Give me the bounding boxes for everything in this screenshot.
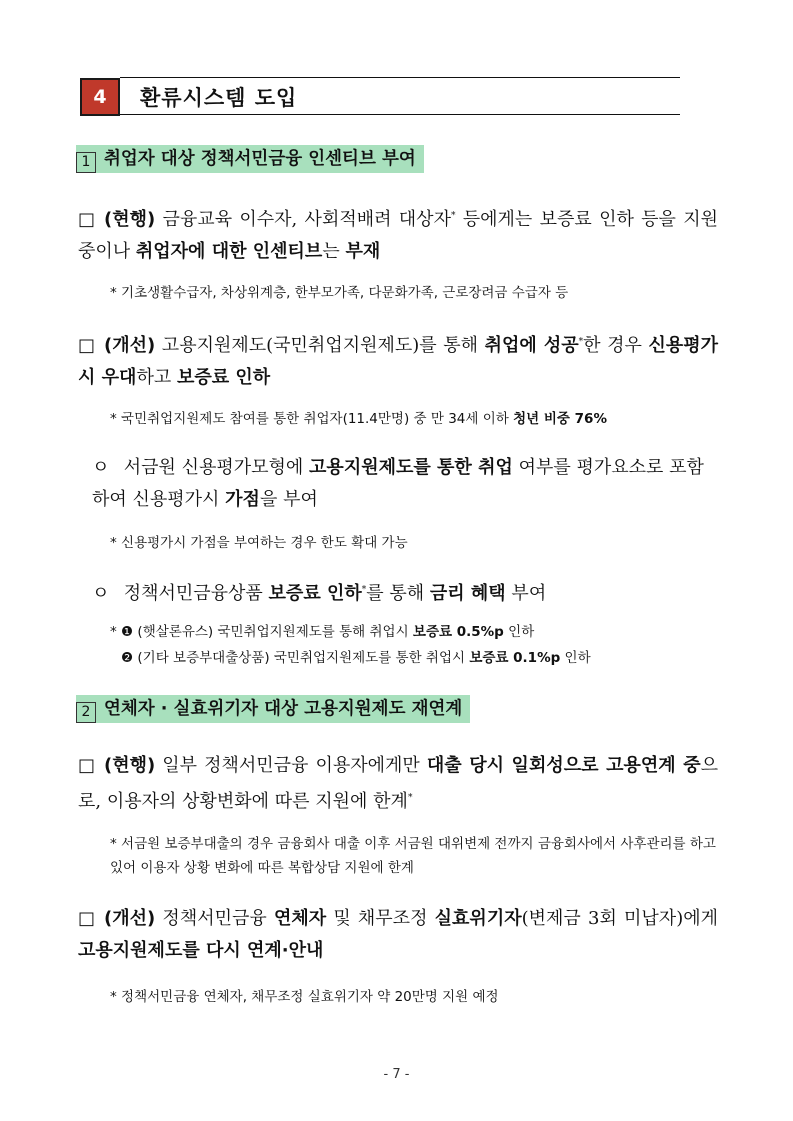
- paragraph-current-1: [78, 200, 718, 268]
- text: 및 채무조정: [326, 908, 435, 929]
- section-rule-bottom: [120, 114, 680, 115]
- text: 일부 정책서민금융 이용자에게만: [155, 755, 427, 776]
- emphasis: 취업에 성공: [484, 335, 579, 356]
- subsection-2-header: [76, 695, 470, 723]
- paragraph-improvement-2: [78, 903, 718, 967]
- emphasis: 실효위기자: [434, 908, 522, 929]
- footnote-mark: *: [578, 337, 584, 347]
- text: 정책서민금융상품: [118, 583, 269, 604]
- footnote-6: * 정책서민금융 연체자, 채무조정 실효위기자 약 20만명 지원 예정: [110, 989, 499, 1005]
- label-current: (현행): [104, 755, 156, 776]
- text: 여부를 평가요소로 포함하여 신용평가시: [92, 457, 704, 510]
- paragraph-current-2: [78, 750, 718, 818]
- text: 부여: [505, 583, 547, 604]
- subsection-1-title: 취업자 대상 정책서민금융 인센티브 부여: [104, 149, 416, 169]
- section-title: 환류시스템 도입: [140, 86, 298, 110]
- text: 한 경우: [583, 335, 649, 356]
- footnote-mark: *: [407, 793, 413, 803]
- emphasis: 가점: [225, 489, 260, 510]
- footnote-2: [110, 407, 720, 431]
- emphasis: 청년 비중 76%: [513, 411, 607, 427]
- paragraph-improvement-1: [78, 326, 718, 394]
- footnote-1: * 기초생활수급자, 차상위계층, 한부모가족, 다문화가족, 근로장려금 수급자 등: [110, 285, 569, 301]
- label-improvement: (개선): [104, 908, 156, 929]
- text: 으로, 이용자의 상황변화에 따른 지원에 한계: [78, 755, 718, 812]
- checkbox-bullet-icon: □: [78, 209, 96, 230]
- text: 는: [322, 241, 346, 262]
- emphasis: 신용평가시 우대: [78, 335, 718, 388]
- emphasis: 금리 혜택: [429, 583, 506, 604]
- emphasis: 고용지원제도를 통한 취업: [309, 457, 513, 478]
- footnote-mark: *: [450, 211, 456, 221]
- text: 하고: [136, 367, 177, 388]
- section-rule-top: [120, 77, 680, 78]
- text: 인하: [560, 650, 591, 666]
- subsection-1-number: 1: [76, 152, 96, 173]
- label-current: (현행): [104, 209, 156, 230]
- text: ❷ (기타 보증부대출상품) 국민취업지원제도를 통한 취업시: [121, 650, 470, 666]
- emphasis: 대출 당시 일회성으로 고용연계 중: [426, 755, 701, 776]
- emphasis: 보증료 0.5%p: [412, 624, 504, 640]
- footnote-mark: *: [361, 585, 367, 595]
- text: 금융교육 이수자, 사회적배려 대상자: [155, 209, 451, 230]
- text: (변제금 3회 미납자)에게: [521, 908, 718, 929]
- label-improvement: (개선): [104, 335, 156, 356]
- text: 정책서민금융: [155, 908, 274, 929]
- text: 인하: [503, 624, 535, 640]
- subsection-1-header: [76, 145, 424, 173]
- text: 고용지원제도(국민취업지원제도)를 통해: [155, 335, 485, 356]
- circle-item-1: [92, 452, 720, 516]
- page-number: - 7 -: [383, 1067, 410, 1082]
- emphasis: 취업자에 대한 인센티브: [135, 241, 323, 262]
- checkbox-bullet-icon: □: [78, 335, 96, 356]
- text: * 국민취업지원제도 참여를 통한 취업자(11.4만명) 중 만 34세 이하: [110, 411, 514, 427]
- circle-bullet-icon: ㅇ: [92, 583, 110, 604]
- emphasis: 부재: [345, 241, 381, 262]
- circle-item-2: [92, 574, 720, 610]
- subsection-2-number: 2: [76, 702, 96, 723]
- text: 등에게는 보증료 인하 등을 지원 중이나: [78, 209, 718, 262]
- subsection-2-title: 연체자 · 실효위기자 대상 고용지원제도 재연계: [104, 699, 463, 719]
- footnote-5: * 서금원 보증부대출의 경우 금융회사 대출 이후 서금원 대위변제 전까지 금융회사에서 사후관리를 하고 있어 이용자 상황 변화에 따른 복합상담 지원에 한계: [110, 836, 716, 876]
- text: 을 부여: [259, 489, 318, 510]
- footnote-4b: [121, 646, 731, 670]
- text: 서금원 신용평가모형에: [118, 457, 310, 478]
- circle-bullet-icon: ㅇ: [92, 457, 110, 478]
- footnote-4a: [110, 620, 720, 644]
- emphasis: 연체자: [273, 908, 327, 929]
- emphasis: 보증료 인하: [176, 367, 271, 388]
- footnote-3: * 신용평가시 가점을 부여하는 경우 한도 확대 가능: [110, 535, 408, 551]
- emphasis: 보증료 인하: [268, 583, 362, 604]
- emphasis: 고용지원제도를 다시 연계·안내: [78, 940, 324, 961]
- checkbox-bullet-icon: □: [78, 755, 96, 776]
- emphasis: 보증료 0.1%p: [469, 650, 561, 666]
- checkbox-bullet-icon: □: [78, 908, 96, 929]
- text: * ❶ (햇살론유스) 국민취업지원제도를 통해 취업시: [110, 624, 413, 640]
- text: 를 통해: [366, 583, 430, 604]
- section-number: 4: [80, 78, 120, 116]
